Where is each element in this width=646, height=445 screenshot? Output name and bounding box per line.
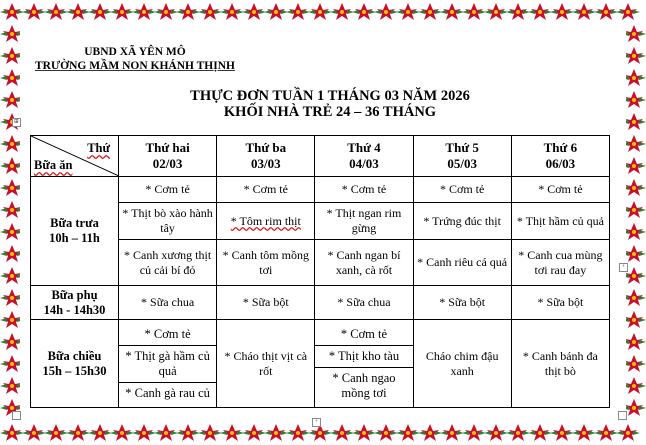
flower-decoration [154, 3, 178, 20]
flower-decoration [462, 424, 486, 441]
meal-time: 14h - 14h30 [43, 302, 106, 317]
flower-decoration [22, 3, 46, 20]
flower-decoration [418, 424, 442, 441]
margin-marker-left [12, 411, 21, 420]
flower-decoration [616, 3, 640, 20]
add-column-handle[interactable]: + [619, 263, 628, 272]
dish-line: * Cơm tẻ [144, 326, 191, 341]
flower-decoration [110, 424, 134, 441]
flower-decoration [374, 3, 398, 20]
flower-decoration [550, 424, 574, 441]
flower-decoration [286, 424, 310, 441]
flower-decoration [396, 424, 420, 441]
menu-cell: * Trứng đúc thịt [413, 203, 511, 240]
afternoon-row [31, 320, 610, 408]
flower-decoration [462, 3, 486, 20]
flower-decoration [418, 3, 442, 20]
menu-cell: * Sữa bột [511, 286, 609, 320]
day-header-mon [119, 136, 217, 177]
menu-cell-thu: Cháo chim đậu xanh [413, 320, 511, 408]
flower-decoration [88, 3, 112, 20]
flower-decoration [484, 424, 508, 441]
corner-day-label: Thứ [87, 141, 110, 155]
flower-decoration [176, 424, 200, 441]
menu-cell-wed [315, 320, 413, 408]
meal-name: Bữa chiều [47, 348, 102, 363]
org-name: UBND XÃ YÊN MÔ [84, 46, 186, 58]
title-line-2: KHỐI NHÀ TRẺ 24 – 36 THÁNG [223, 104, 437, 120]
menu-cell: * Cơm tẻ [119, 177, 217, 203]
menu-cell: * Thịt hầm củ quả [511, 203, 609, 240]
weekly-menu-table [30, 135, 610, 408]
flower-decoration [44, 3, 68, 20]
menu-cell-fri: * Canh bánh đa thịt bò [511, 320, 609, 408]
flower-decoration [242, 3, 266, 20]
document-page [20, 25, 626, 420]
organization-header [35, 45, 235, 73]
day-date: 04/03 [349, 156, 379, 171]
day-date: 05/03 [447, 156, 477, 171]
flower-decoration [330, 424, 354, 441]
flower-decoration [594, 3, 618, 20]
flower-decoration [572, 424, 596, 441]
flower-decoration [374, 424, 398, 441]
menu-cell: * Cơm tẻ [315, 177, 413, 203]
flower-decoration [264, 424, 288, 441]
dish-line: * Cơm tẻ [340, 326, 388, 341]
meal-name: Bữa trưa [50, 216, 99, 230]
meal-name: Bữa phụ [51, 287, 98, 302]
menu-cell-mon [119, 320, 217, 408]
meal-time: 15h – 15h30 [42, 363, 107, 378]
menu-cell: * Canh cua mùng tơi rau đay [511, 240, 609, 286]
flower-decoration [594, 424, 618, 441]
day-date: 06/03 [545, 156, 576, 171]
day-name: Thứ 5 [445, 140, 479, 155]
menu-cell: * Canh ngan bí xanh, cà rốt [315, 240, 413, 286]
flower-decoration [242, 424, 266, 441]
afternoon-meal-cell [31, 320, 119, 408]
day-name: Thứ ba [245, 140, 287, 155]
corner-header-cell [31, 136, 119, 177]
flower-decoration [352, 3, 376, 20]
menu-cell: * Sữa chua [119, 286, 217, 320]
flower-decoration [506, 3, 530, 20]
flower-decoration [66, 424, 90, 441]
flower-decoration [528, 3, 552, 20]
day-header-thu [413, 136, 511, 177]
flower-decoration [506, 424, 530, 441]
dish-line: * Canh ngao mồng tơi [315, 367, 412, 404]
snack-row [31, 286, 610, 320]
day-header-fri [511, 136, 609, 177]
flower-decoration [22, 424, 46, 441]
flower-decoration [220, 424, 244, 441]
header-row [31, 136, 610, 177]
table-move-handle[interactable]: ⊞ [13, 119, 20, 125]
flower-decoration [66, 3, 90, 20]
dish-line: * Thịt gà hầm củ quả [119, 345, 216, 382]
corner-meal-label: Bữa ăn [34, 158, 73, 172]
margin-marker-right [618, 411, 627, 420]
menu-title [180, 88, 480, 120]
flower-decoration [308, 3, 332, 20]
flower-decoration [198, 3, 222, 20]
flower-decoration [88, 424, 112, 441]
flower-decoration [286, 3, 310, 20]
day-date: 03/03 [250, 156, 281, 171]
flower-decoration [110, 3, 134, 20]
menu-cell: * Tôm rim thịt [217, 203, 315, 240]
flower-decoration [330, 3, 354, 20]
snack-meal-cell [31, 286, 119, 320]
menu-cell: * Sữa bột [413, 286, 511, 320]
flower-decoration [484, 3, 508, 20]
lunch-row-rice [31, 177, 610, 203]
flower-decoration [132, 424, 156, 441]
flower-decoration [396, 3, 420, 20]
dish-line: * Canh gà rau củ [119, 382, 216, 404]
flower-decoration [264, 3, 288, 20]
dish-line: * Thịt kho tàu [315, 345, 412, 367]
flower-decoration [132, 3, 156, 20]
menu-cell: * Cơm tẻ [217, 177, 315, 203]
flower-decoration [0, 3, 24, 20]
flower-decoration [572, 3, 596, 20]
flower-decoration [0, 424, 24, 441]
flower-decoration [44, 424, 68, 441]
lunch-meal-cell [31, 177, 119, 286]
menu-cell: * Thịt ngan rim gừng [315, 203, 413, 240]
menu-cell: * Canh riêu cá quả [413, 240, 511, 286]
menu-cell: * Canh tôm mồng tơi [217, 240, 315, 286]
flower-decoration [440, 424, 464, 441]
flower-decoration [440, 3, 464, 20]
day-date: 02/03 [152, 156, 183, 171]
flower-decoration [352, 424, 376, 441]
day-name: Thứ 4 [347, 140, 381, 155]
flower-decoration [550, 3, 574, 20]
flower-decoration [220, 3, 244, 20]
menu-cell: * Sữa bột [217, 286, 315, 320]
day-header-tue [217, 136, 315, 177]
flower-decoration [528, 424, 552, 441]
day-name: Thứ 6 [543, 140, 578, 155]
flower-decoration [154, 424, 178, 441]
add-row-handle[interactable]: + [312, 418, 321, 427]
flower-decoration [198, 424, 222, 441]
title-line-1: THỰC ĐƠN TUẦN 1 THÁNG 03 NĂM 2026 [190, 88, 470, 104]
menu-cell: * Canh xương thịt củ cải bí đỏ [119, 240, 217, 286]
menu-cell: * Thịt bò xào hành tây [119, 203, 217, 240]
flower-decoration [176, 3, 200, 20]
menu-cell: * Cơm tẻ [413, 177, 511, 203]
school-name: TRƯỜNG MẦM NON KHÁNH THỊNH [35, 60, 235, 72]
menu-cell: * Sữa chua [315, 286, 413, 320]
menu-cell-tue: * Cháo thịt vịt cà rốt [217, 320, 315, 408]
flower-decoration [616, 424, 640, 441]
menu-cell: * Cơm tẻ [511, 177, 609, 203]
meal-time: 10h – 11h [49, 231, 100, 245]
day-name: Thứ hai [145, 140, 190, 155]
day-header-wed [315, 136, 413, 177]
